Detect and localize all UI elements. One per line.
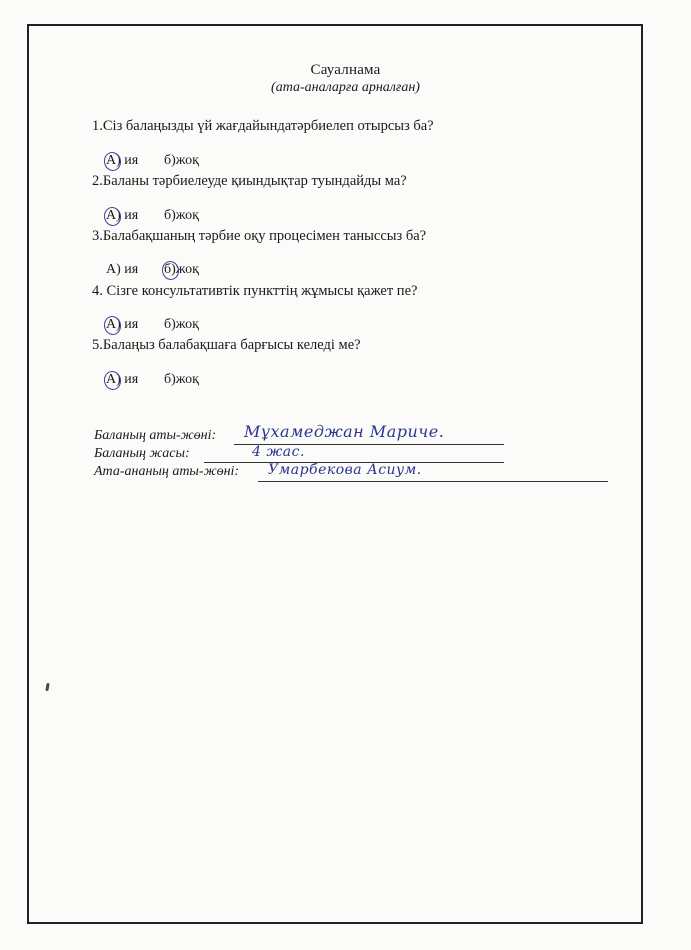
- child-name-handwritten[interactable]: Мұхамеджан Мариче.: [244, 422, 445, 441]
- parent-name-underline: [258, 481, 608, 482]
- document-subtitle: (ата-аналарға арналған): [271, 80, 420, 95]
- child-name-label: Баланың аты-жөні:: [94, 428, 217, 443]
- question-2-option-b[interactable]: б)жоқ: [164, 208, 199, 223]
- question-3-option-a[interactable]: А) ия: [106, 262, 139, 277]
- question-5-text: 5.Балаңыз балабақшаға барғысы келеді ме?: [92, 337, 361, 353]
- question-4-option-a[interactable]: А) ия: [106, 317, 164, 333]
- question-4-text: 4. Сізге консультативтік пункттің жұмысы қажет пе?: [92, 283, 418, 299]
- question-1-option-a[interactable]: А) ия: [106, 153, 164, 169]
- parent-name-label: Ата-ананың аты-жөні:: [94, 464, 240, 479]
- question-5-option-b[interactable]: б)жоқ: [164, 372, 199, 387]
- question-2-option-a[interactable]: А) ия: [106, 208, 164, 224]
- document-title: Сауалнама: [310, 62, 381, 78]
- question-1-option-b[interactable]: б)жоқ: [164, 153, 199, 168]
- question-3-text: 3.Балабақшаның тәрбие оқу процесімен таныссыз ба?: [92, 228, 427, 244]
- child-age-handwritten[interactable]: 4 жас.: [252, 444, 305, 460]
- parent-name-handwritten[interactable]: Умарбекова Асиум.: [268, 462, 422, 478]
- question-5-answers: [92, 356, 199, 404]
- child-age-label: Баланың жасы:: [94, 446, 190, 461]
- question-3-option-b[interactable]: б)жоқ: [164, 262, 199, 278]
- question-4-option-b[interactable]: б)жоқ: [164, 317, 199, 332]
- question-5-option-a[interactable]: А) ия: [106, 372, 164, 388]
- question-1-text: 1.Сіз балаңызды үй жағдайындатәрбиелеп отырсыз ба?: [92, 118, 434, 134]
- question-2-text: 2.Баланы тәрбиелеуде қиындықтар туындайды ма?: [92, 173, 407, 189]
